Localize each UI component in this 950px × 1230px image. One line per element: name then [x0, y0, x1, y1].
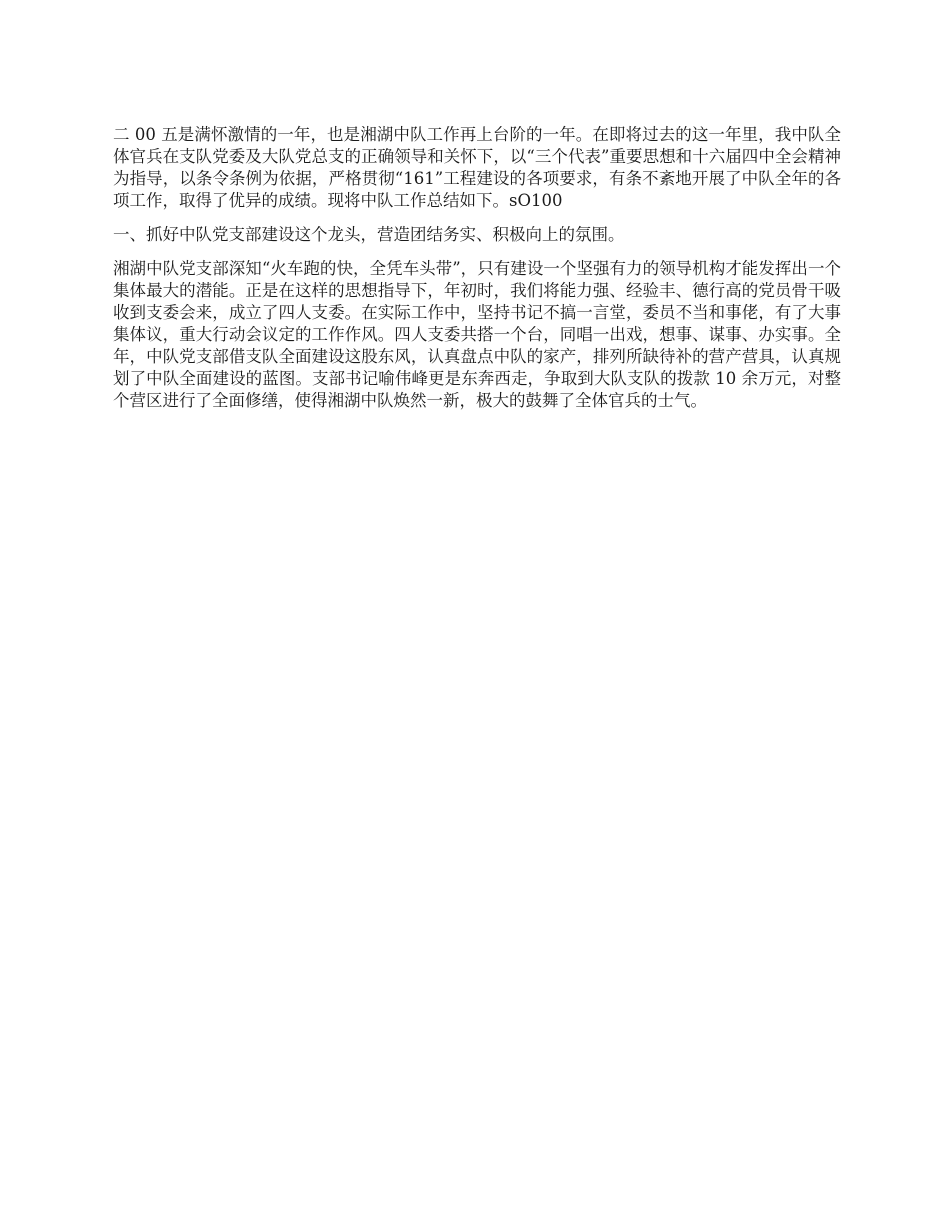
- body-paragraph: 湘湖中队党支部深知“火车跑的快，全凭车头带”，只有建设一个坚强有力的领导机构才能发挥出一个集体最大的潜能。正是在这样的思想指导下，年初时，我们将能力强、经验丰、德行高的党员骨干吸收到支委会来，成立了四人支委。在实际工作中，坚持书记不搞一言堂，委员不当和事佬，有了大事集体议，重大行动会议定的工作作风。四人支委共搭一个台，同唱一出戏，想事、谋事、办实事。全年，中队党支部借支队全面建设这股东风，认真盘点中队的家产，排列所缺待补的营产营具，认真规划了中队全面建设的蓝图。支部书记喻伟峰更是东奔西走，争取到大队支队的拨款 10 余万元，对整个营区进行了全面修缮，使得湘湖中队焕然一新，极大的鼓舞了全体官兵的士气。: [113, 259, 841, 410]
- intro-paragraph: 二 00 五是满怀激情的一年，也是湘湖中队工作再上台阶的一年。在即将过去的这一年里，我中队全体官兵在支队党委及大队党总支的正确领导和关怀下，以“三个代表”重要思想和十六届四中全会精神为指导，以条令条例为依据，严格贯彻“161”工程建设的各项要求，有条不紊地开展了中队全年的各项工作，取得了优异的成绩。现将中队工作总结如下。sO100: [113, 125, 841, 210]
- section-heading: 一、抓好中队党支部建设这个龙头，营造团结务实、积极向上的氛围。: [113, 225, 625, 244]
- document-body: [113, 124, 841, 424]
